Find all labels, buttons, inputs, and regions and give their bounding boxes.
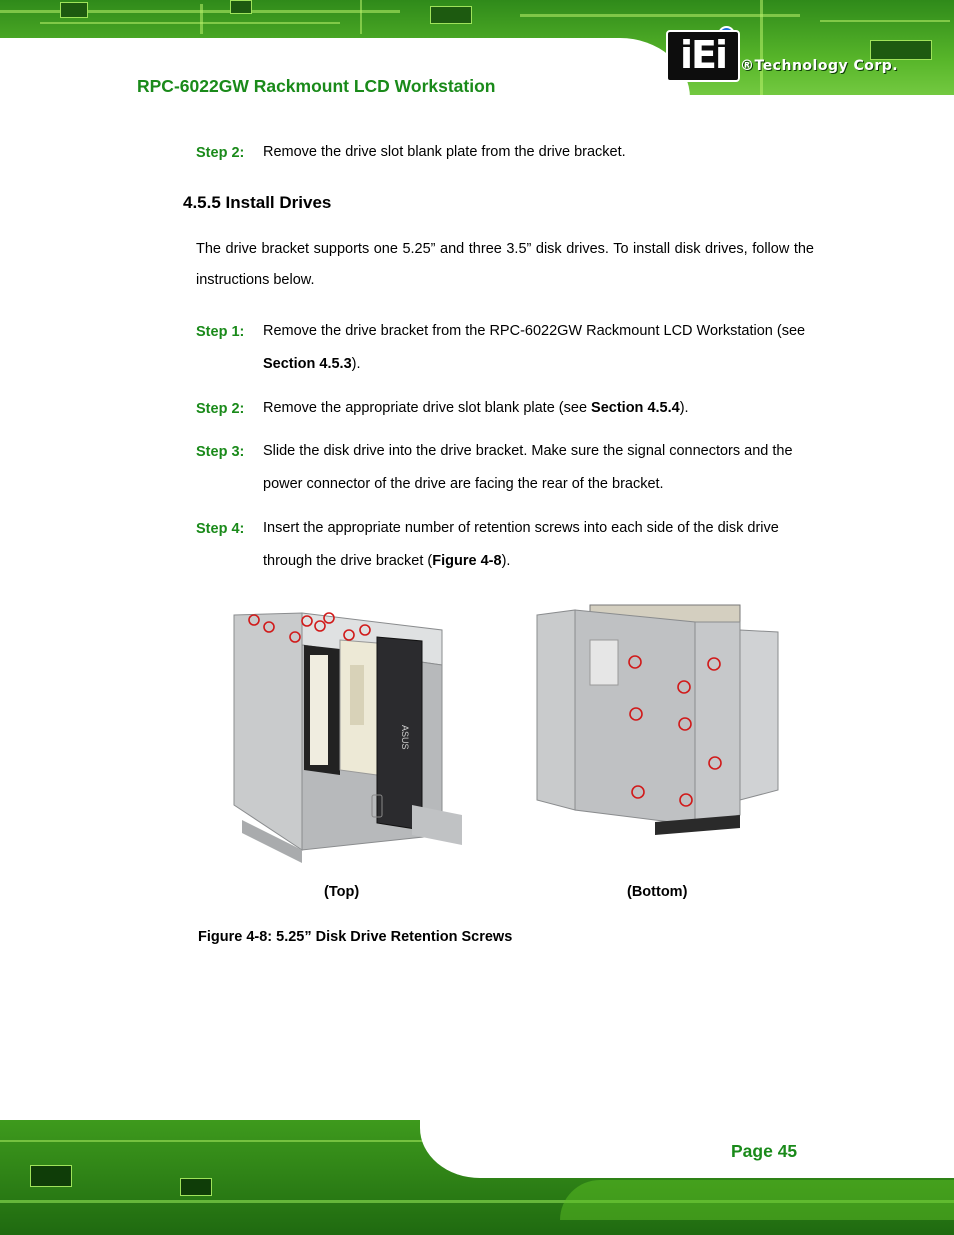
figure-reference-link[interactable]: Figure 4-8 [432, 553, 502, 569]
footer-white-panel [420, 1118, 954, 1178]
intro-paragraph: The drive bracket supports one 5.25” and three 3.5” disk drives. To install disk drives, follow the instructions below. [196, 241, 814, 288]
step-label: Step 2: [196, 401, 245, 417]
step-label: Step 4: [196, 521, 245, 537]
figure-subcaption-bottom: (Bottom) [627, 884, 688, 900]
step-label: Step 3: [196, 444, 245, 460]
step-text: Remove the drive slot blank plate from the drive bracket. [263, 144, 626, 160]
iei-logo: iEi [666, 30, 740, 82]
step-label: Step 2: [196, 145, 245, 161]
step-label: Step 1: [196, 324, 245, 340]
header-white-strip [0, 95, 954, 115]
figure-subcaption-top: (Top) [324, 884, 360, 900]
page-number: Page 45 [731, 1141, 798, 1161]
step-text: Insert the appropriate number of retention screws into each side of the disk drive through the drive bracket (Figure 4-8). [263, 520, 779, 569]
section-reference-link[interactable]: Section 4.5.3 [263, 356, 352, 372]
section-heading: 4.5.5 Install Drives [183, 193, 332, 212]
step-text: Remove the drive bracket from the RPC-6022GW Rackmount LCD Workstation (see Section 4.5.3). [263, 323, 806, 372]
step-text: Remove the appropriate drive slot blank plate (see Section 4.5.4). [263, 400, 689, 416]
drive-bracket-bottom-photo [535, 600, 785, 840]
drive-bracket-top-photo [222, 605, 472, 865]
dvd-brand-label: ASUS [400, 725, 410, 750]
step-text: Slide the disk drive into the drive bracket. Make sure the signal connectors and the power connector of the drive are facing the rear of the bracket. [263, 443, 793, 492]
company-name: ®Technology Corp. [740, 58, 899, 74]
figure-caption: Figure 4-8: 5.25” Disk Drive Retention Screws [198, 929, 513, 945]
section-reference-link[interactable]: Section 4.5.4 [591, 400, 680, 416]
document-title: RPC-6022GW Rackmount LCD Workstation [137, 76, 496, 96]
